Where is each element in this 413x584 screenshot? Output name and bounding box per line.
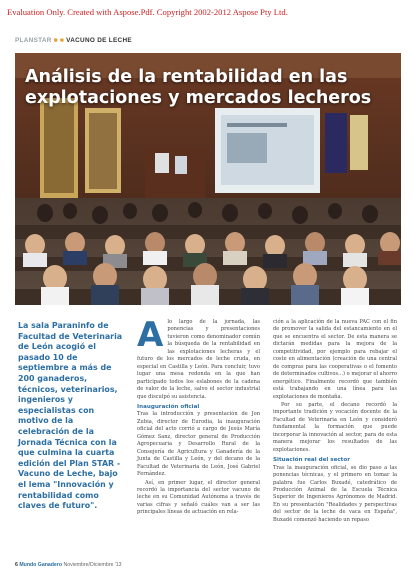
body-column-2 bbox=[273, 319, 397, 525]
body-column-1 bbox=[137, 315, 260, 518]
body-paragraph-3: Así, en primer lugar, el director general recordó la importancia del sector vacuno de leche en su Comunidad Autónoma a través de varias cifras y señaló cuáles van a ser las principales líneas de actuación en rela- bbox=[137, 479, 260, 516]
evaluation-watermark: Evaluation Only. Created with Aspose.Pdf. Copyright 2002-2012 Aspose Pty Ltd. bbox=[7, 7, 288, 17]
section-brand: PLANSTAR bbox=[15, 37, 52, 44]
body-paragraph-4: ción a la aplicación de la nueva PAC con el fin de promover la salida del estancamiento en el que se encuentra el sector. De esta manera se dictarán medidas para la mejora de la competitividad, por ejemplo para rebajar el coste en alimentación (creación de una central de compras para las cooperativas o el fomento de determinados cultivos...) o mejorar el ahorro energético. Finalmente recordó que también está trabajando en una línea para las explotaciones de montaña. bbox=[273, 319, 397, 400]
section-bar bbox=[15, 37, 132, 44]
subhead-situacion: Situación real del sector bbox=[273, 457, 350, 464]
body-paragraph-2: Tras la introducción y presentación de Jon Zubia, director de Eurodia, la inauguración oficial del acto corrió a cargo de Jesús María Gómez Sanz, director general de Producción Agropecuaria y Desarrollo Rural de la Consejería de Agricultura y Ganadería de la Junta de Castilla y León, y del decano de la Facultad de Veterinaria de León, José Gabriel Fernández. bbox=[137, 411, 260, 478]
subhead-inauguracion: Inauguración oficial bbox=[137, 403, 200, 410]
page-footer bbox=[15, 562, 122, 568]
page-number: 6 bbox=[15, 562, 18, 568]
body-paragraph-1: lo largo de la jornada, las ponencias y presentaciones tuvieron como denominador común la búsqueda de la rentabilidad en las explotaciones lecheras y el futuro de los mercados de leche cruda, en especial en Castilla y León. Para concluir, tuvo lugar una mesa redonda en la que han participado todos los eslabones de la cadena de valor de la leche, salvo el sector industrial que disculpó su asistencia. bbox=[137, 319, 260, 400]
dropcap-letter: A bbox=[137, 315, 164, 355]
body-paragraph-5: Por su parte, el decano recordó la importante tradición y vocación docente de la Facultad de Veterinaria en León y consideró fundamental la formación que puede incorporar la innovación al sector, para de esta manera mejorar los resultados de las explotaciones. bbox=[273, 401, 397, 453]
magazine-name: Mundo Ganadero bbox=[19, 562, 62, 568]
conference-photo bbox=[15, 53, 401, 305]
lead-paragraph: La sala Paraninfo de Facultad de Veterinaria de León acogió el pasado 10 de septiembre a más de 200 ganaderos, técnicos, veterinarios, ingenieros y especialistas con motivo de la celebración de la Jornada Técnica con la que culmina la cuarta edición del Plan STAR - Vacuno de Leche, bajo el lema "Innovación y rentabilidad como claves de futuro". bbox=[18, 321, 123, 511]
issue-date: Noviembre/Diciembre '13 bbox=[63, 562, 122, 568]
article-headline: Análisis de la rentabilidad en las explotaciones y mercados lecheros bbox=[25, 67, 372, 108]
section-title: VACUNO DE LECHE bbox=[66, 37, 132, 44]
section-separator-icon: ■ ■ bbox=[53, 37, 65, 44]
body-paragraph-6: Tras la inauguración oficial, se dio paso a las ponencias técnicas, y el primero en tomar la palabra fue Carlos Buxadé, catedrático de Producción Animal de la Escuela Técnica Superior de Ingenieros Agrónomos de Madrid. En su presentación "Realidades y perspectivas del sector de la leche de vaca en España", Buxadé comenzó haciendo un repaso bbox=[273, 464, 397, 523]
